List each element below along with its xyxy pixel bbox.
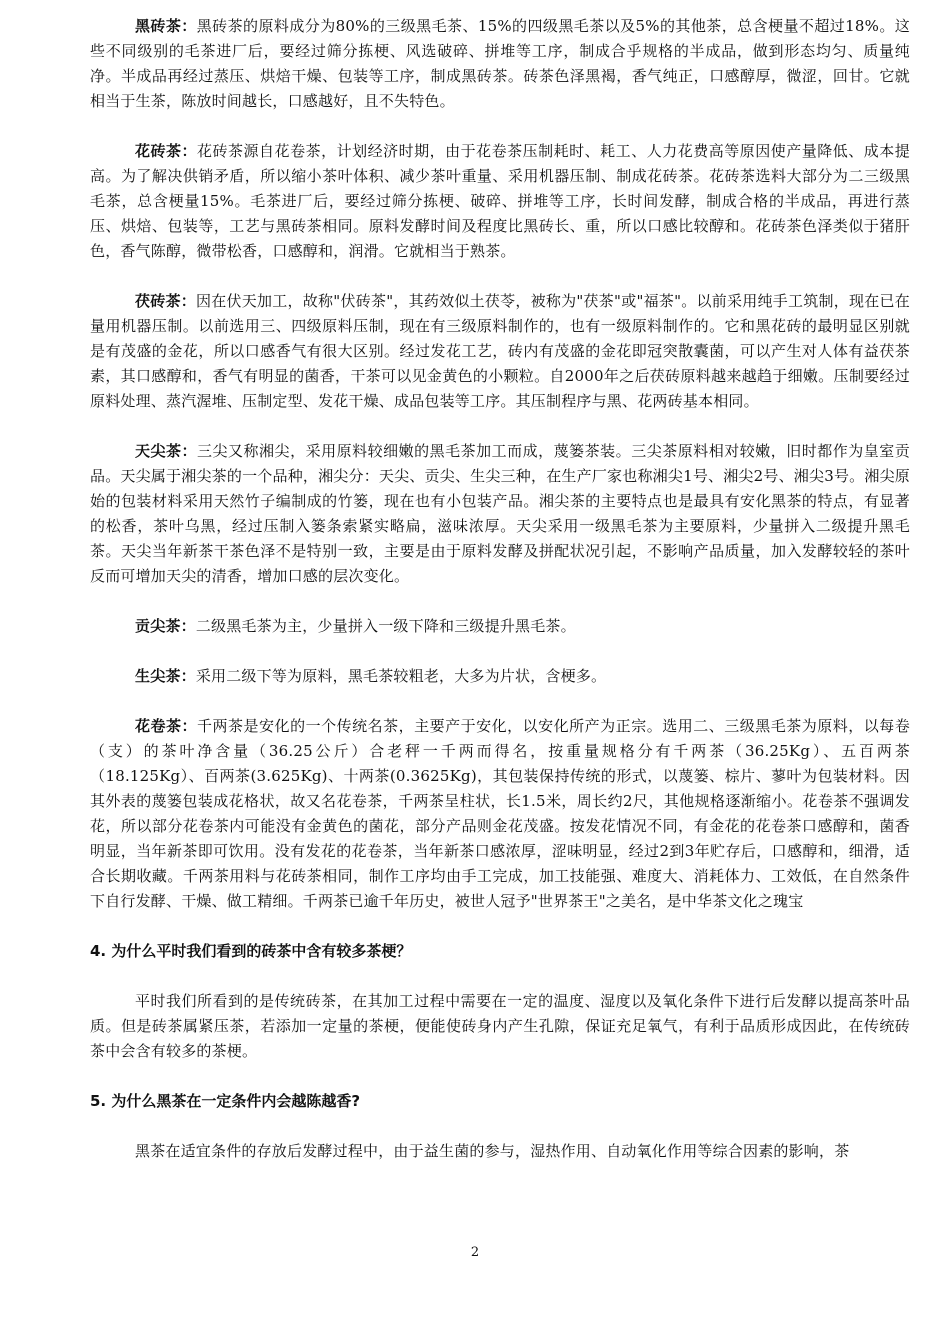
text-sheng-jian: 采用二级下等为原料，黑毛茶较粗老，大多为片状，含梗多。: [195, 667, 607, 685]
paragraph-tian-jian: [90, 439, 910, 589]
text-hua-juan: 千两茶是安化的一个传统名茶，主要产于安化，以安化所产为正宗。选用二、三级黑毛茶为原料，以每卷（支）的茶叶净含量（36.25公斤）合老秤一千两而得名，按重量规格分有千两茶（36.25Kg）、五百两茶（18.125Kg）、百两茶(3.625Kg)、十两茶(0.3625Kg)，其包装保持传统的形式，以蔑篓、棕片、蓼叶为包装材料。因其外表的蔑篓包装成花格状，故又名花卷茶，千两茶呈柱状，长1.5米，周长约2尺，其他规格逐渐缩小。花卷茶不强调发花，所以部分花卷茶内可能没有金黄色的菌花，部分产品则金花茂盛。按发花情况不同，有金花的花卷茶口感醇和，菌香明显，当年新茶即可饮用。没有发花的花卷茶，当年新茶口感浓厚，涩味明显，经过2到3年贮存后，口感醇和，细滑，适合长期收藏。千两茶用料与花砖茶相同，制作工序均由手工完成，加工技能强、难度大、消耗体力、工效低，在自然条件下自行发酵、干燥、做工精细。千两茶已逾千年历史，被世人冠予"世界茶王"之美名，是中华茶文化之瑰宝: [90, 717, 910, 910]
term-sheng-jian: 生尖茶：: [135, 667, 196, 685]
text-hua-zhuan: 花砖茶源自花卷茶，计划经济时期，由于花卷茶压制耗时、耗工、人力花费高等原因使产量降低、成本提高。为了解决供销矛盾，所以缩小茶叶体积、减少茶叶重量、采用机器压制、制成花砖茶。花砖茶选料大部分为二三级黑毛茶，总含梗量15%。毛茶进厂后，要经过筛分拣梗、破碎、拼堆等工序，长时间发酵，制成合格的半成品，再进行蒸压、烘焙、包装等，工艺与黑砖茶相同。原料发酵时间及程度比黑砖长、重，所以口感比较醇和。花砖茶色泽类似于猪肝色，香气陈醇，微带松香，口感醇和，润滑。它就相当于熟茶。: [90, 142, 910, 260]
text-fu-zhuan: 因在伏天加工，故称"伏砖茶"，其药效似土茯苓，被称为"茯茶"或"福茶"。以前采用纯手工筑制，现在已在量用机器压制。以前选用三、四级原料压制，现在有三级原料制作的，也有一级原料制作的。它和黑花砖的最明显区别就是有茂盛的金花，所以口感香气有很大区别。经过发花工艺，砖内有茂盛的金花即冠突散囊菌，可以产生对人体有益茯茶素，其口感醇和，香气有明显的菌香，干茶可以见金黄色的小颗粒。自2000年之后茯砖原料越来越趋于细嫩。压制要经过原料处理、蒸汽渥堆、压制定型、发花干燥、成品包装等工序。其压制程序与黑、花两砖基本相同。: [90, 292, 910, 410]
paragraph-gong-jian: [90, 614, 910, 639]
question-4-heading: 4. 为什么平时我们看到的砖茶中含有较多茶梗？: [90, 942, 412, 960]
paragraph-hua-zhuan: [90, 139, 910, 264]
document-page: [90, 14, 910, 1189]
term-hei-zhuan: 黑砖茶：: [135, 17, 197, 35]
page-number: 2: [470, 1245, 480, 1260]
text-hei-zhuan: 黑砖茶的原料成分为80%的三级黑毛茶、15%的四级黑毛茶以及5%的其他茶，总含梗量不超过18%。这些不同级别的毛茶进厂后，要经过筛分拣梗、风选破碎、拼堆等工序，制成合乎规格的半成品，做到形态均匀、质量纯净。半成品再经过蒸压、烘焙干燥、包装等工序，制成黑砖茶。砖茶色泽黑褐，香气纯正，口感醇厚，微涩，回甘。它就相当于生茶，陈放时间越长，口感越好，且不失特色。: [90, 17, 910, 110]
text-gong-jian: 二级黑毛茶为主，少量拼入一级下降和三级提升黑毛茶。: [195, 617, 576, 635]
term-tian-jian: 天尖茶：: [135, 442, 198, 460]
question-5-heading: 5. 为什么黑茶在一定条件内会越陈越香?: [90, 1092, 361, 1110]
question-4-answer: 平时我们所看到的是传统砖茶，在其加工过程中需要在一定的温度、湿度以及氧化条件下进行后发酵以提高茶叶品质。但是砖茶属紧压茶，若添加一定量的茶梗，便能使砖身内产生孔隙，保证充足氧气，有利于品质形成因此，在传统砖茶中会含有较多的茶梗。: [90, 992, 910, 1060]
paragraph-fu-zhuan: [90, 289, 910, 414]
term-hua-juan: 花卷茶：: [135, 717, 198, 735]
question-5-answer: 黑茶在适宜条件的存放后发酵过程中，由于益生菌的参与，湿热作用、自动氧化作用等综合因素的影响，茶: [135, 1142, 850, 1160]
term-hua-zhuan: 花砖茶：: [135, 142, 198, 160]
paragraph-hua-juan: [90, 714, 910, 914]
term-gong-jian: 贡尖茶：: [135, 617, 196, 635]
text-tian-jian: 三尖又称湘尖，采用原料较细嫩的黑毛茶加工而成，蔑篓茶装。三尖茶原料相对较嫩，旧时都作为皇室贡品。天尖属于湘尖茶的一个品种，湘尖分：天尖、贡尖、生尖三种，在生产厂家也称湘尖1号、湘尖2号、湘尖3号。湘尖原始的包装材料采用天然竹子编制成的竹篓，现在也有小包装产品。湘尖茶的主要特点也是最具有安化黑茶的特点，有显著的松香，茶叶乌黑，经过压制入篓条索紧实略扁，滋味浓厚。天尖采用一级黑毛茶为主要原料，少量拼入二级提升黑毛茶。天尖当年新茶干茶色泽不是特别一致，主要是由于原料发酵及拼配状况引起，不影响产品质量，加入发酵较轻的茶叶反而可增加天尖的清香，增加口感的层次变化。: [90, 442, 910, 585]
paragraph-hei-zhuan: [90, 14, 910, 114]
paragraph-sheng-jian: [90, 664, 910, 689]
term-fu-zhuan: 茯砖茶：: [135, 292, 197, 310]
